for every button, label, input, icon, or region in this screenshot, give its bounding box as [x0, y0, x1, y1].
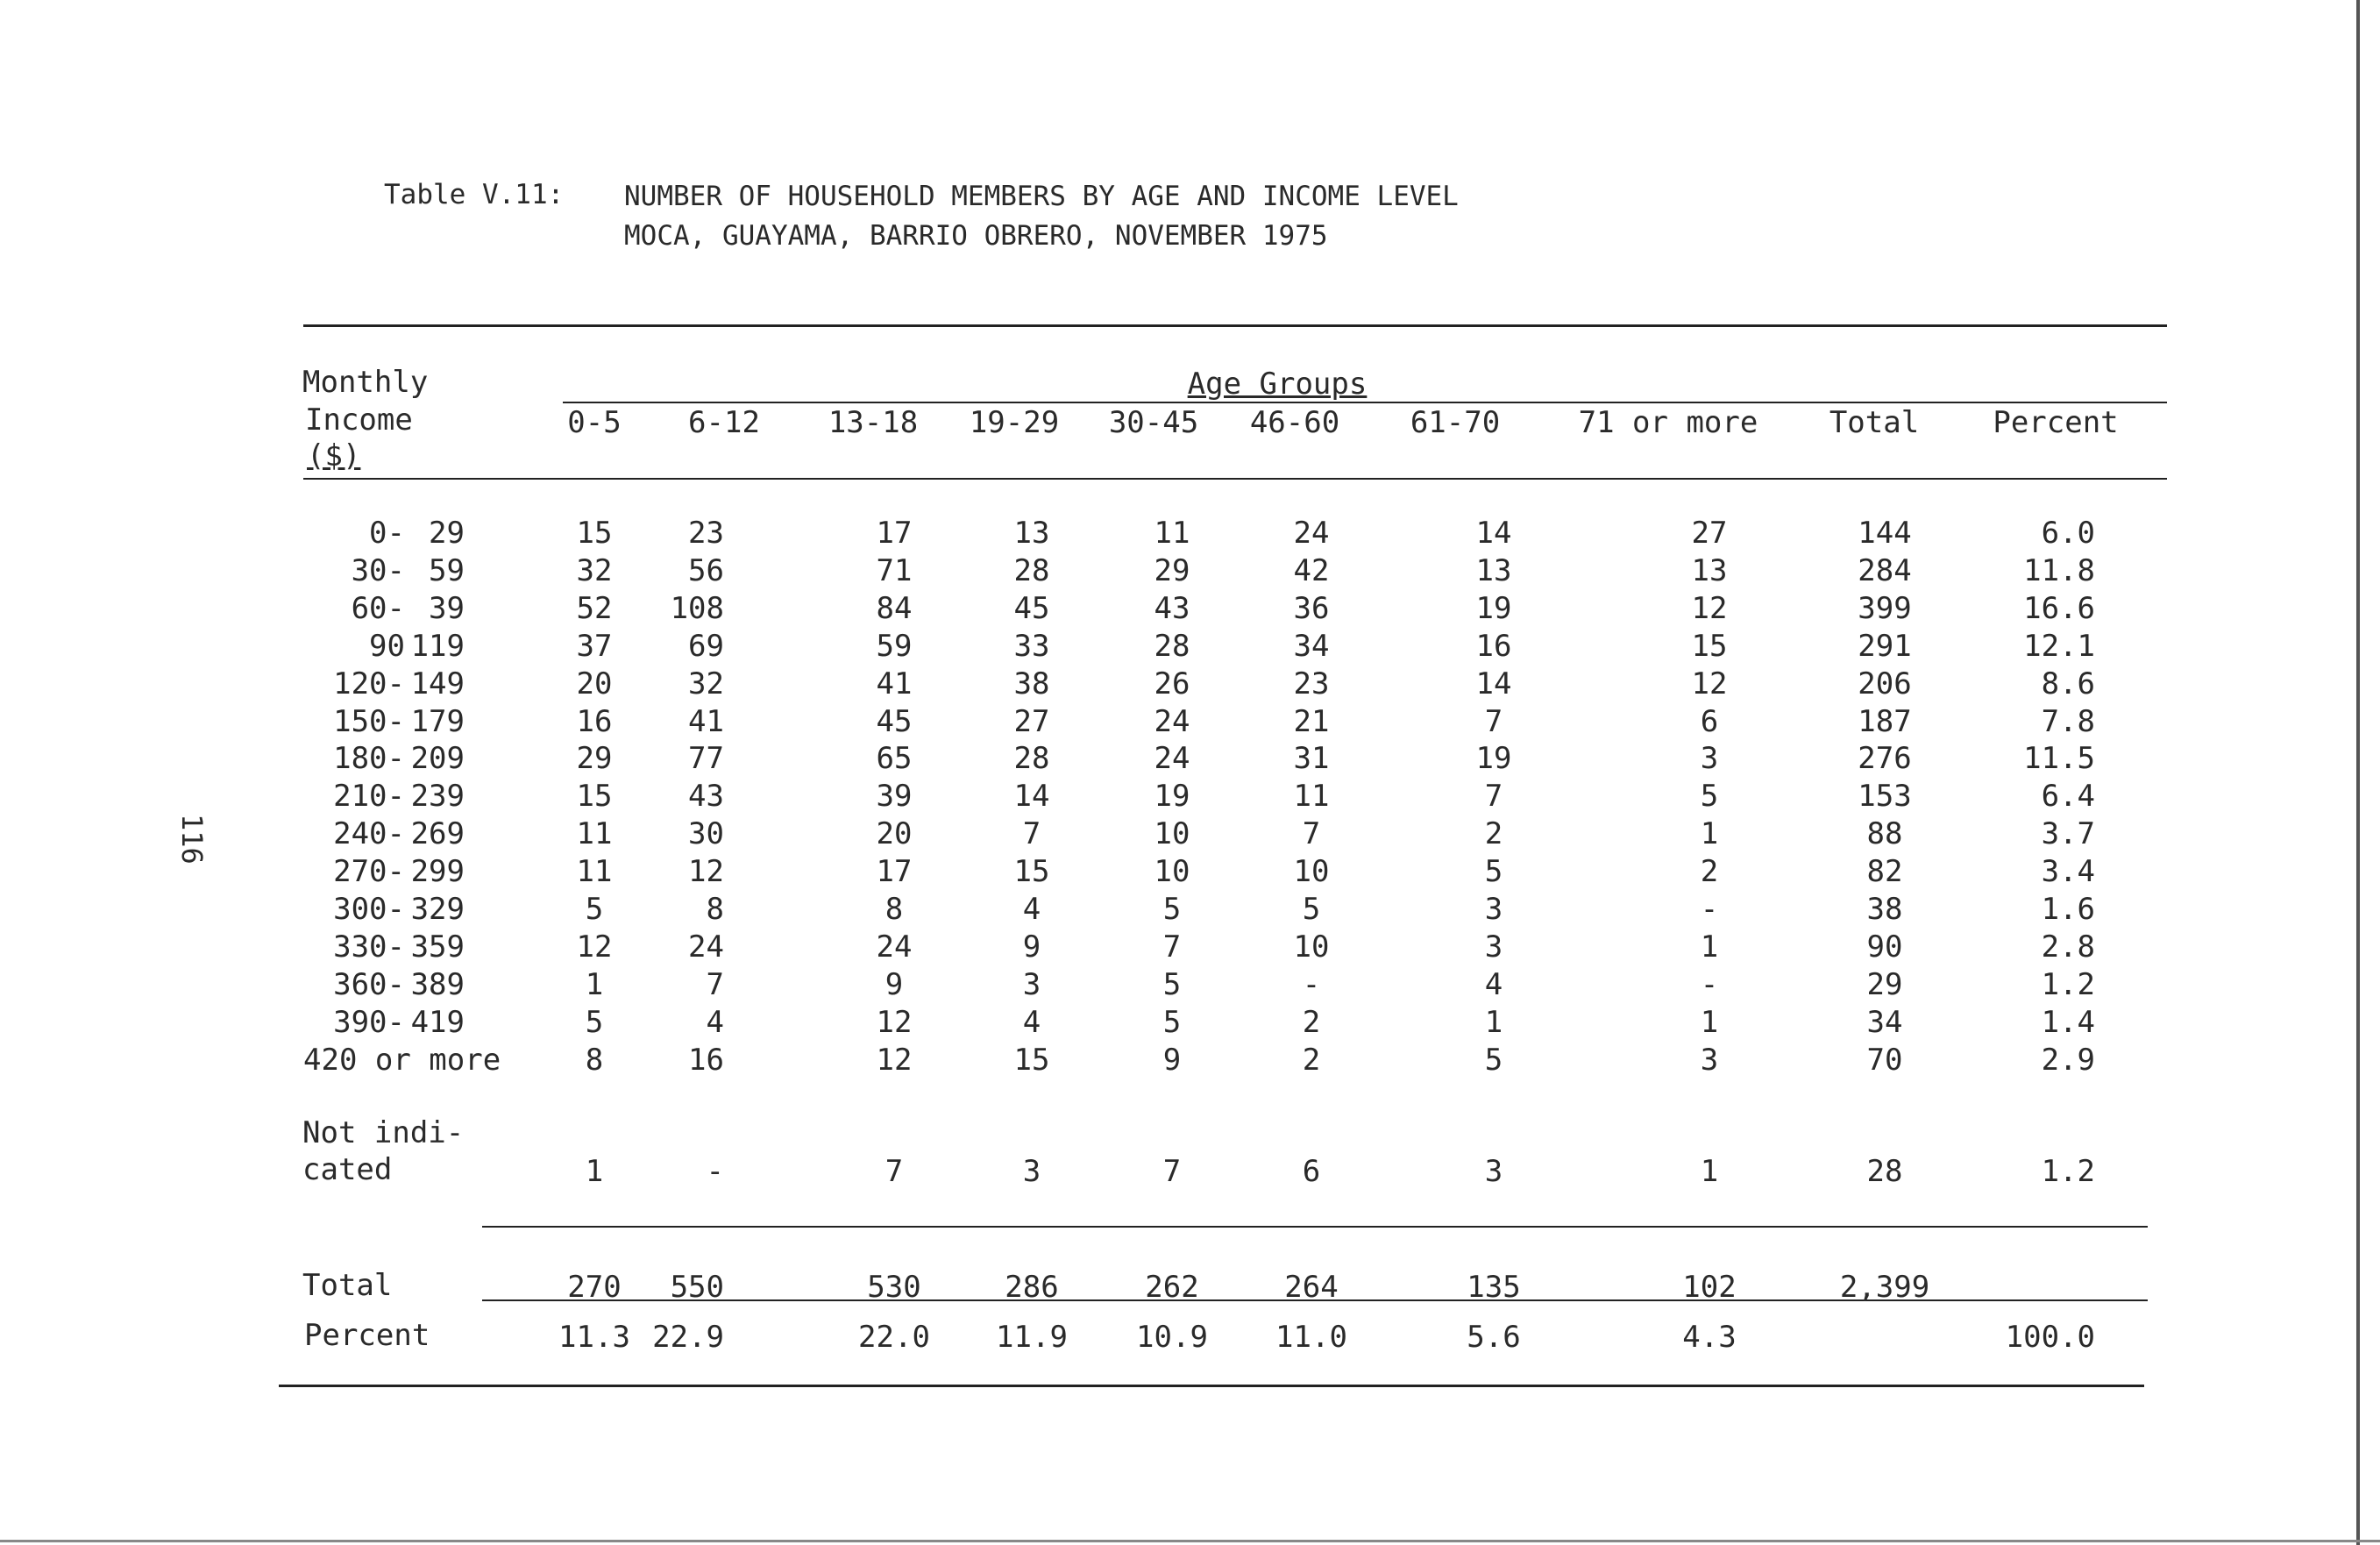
column-header: 19-29: [969, 405, 1060, 440]
row-label-to: 299: [410, 854, 465, 890]
table-cell: 4: [1022, 1004, 1041, 1040]
column-header: 6-12: [688, 405, 760, 440]
column-header: 13-18: [828, 405, 919, 440]
table-cell: 6.0: [2041, 516, 2095, 551]
column-header: 71 or more: [1578, 405, 1758, 440]
table-cell: 56: [688, 552, 724, 588]
table-cell: -: [1302, 966, 1321, 1002]
row-label-from: 150-: [333, 703, 405, 739]
bottom-rule: [279, 1385, 2144, 1387]
table-cell: 24: [1154, 703, 1190, 739]
table-cell: 1: [585, 1154, 604, 1189]
table-cell: 39: [876, 779, 913, 815]
row-label-from: 330-: [333, 929, 405, 965]
table-cell: 1.6: [2041, 892, 2095, 927]
table-cell: 43: [1154, 590, 1190, 626]
table-cell: 187: [1858, 703, 1912, 739]
table-cell: 10: [1293, 854, 1330, 890]
table-cell: 6.4: [2041, 779, 2095, 815]
table-cell: 12: [1691, 590, 1728, 626]
table-cell: 16.6: [2023, 590, 2095, 626]
table-cell: 29: [1154, 552, 1190, 588]
table-cell: 12.1: [2023, 628, 2095, 664]
table-cell: 6: [1700, 703, 1719, 739]
table-cell: 17: [876, 516, 913, 551]
row-label-to: 179: [410, 703, 465, 739]
percent-cell: 22.9: [652, 1320, 724, 1355]
table-cell: 108: [670, 590, 724, 626]
table-cell: 24: [1293, 516, 1330, 551]
percent-cell: 11.0: [1275, 1320, 1347, 1355]
table-cell: 34: [1866, 1004, 1903, 1040]
table-cell: 65: [876, 741, 913, 777]
table-cell: 5: [585, 892, 604, 927]
table-cell: 24: [876, 929, 913, 965]
column-header: 0-5: [567, 405, 622, 440]
table-cell: 11: [576, 854, 613, 890]
table-cell: 38: [1866, 892, 1903, 927]
table-cell: 7: [706, 966, 724, 1002]
table-cell: 9: [1022, 929, 1041, 965]
table-cell: 7: [1162, 1154, 1182, 1189]
table-cell: 24: [688, 929, 724, 965]
row-label-from: 210-: [333, 779, 405, 815]
table-cell: 24: [1154, 741, 1190, 777]
table-cell: 28: [1013, 741, 1050, 777]
table-cell: 12: [876, 1004, 913, 1040]
row-label-from: 180-: [333, 741, 405, 777]
table-cell: 5: [585, 1004, 604, 1040]
percent-cell: 11.9: [996, 1320, 1068, 1355]
table-cell: 7.8: [2041, 703, 2095, 739]
table-cell: 31: [1293, 741, 1330, 777]
table-cell: 27: [1013, 703, 1050, 739]
table-cell: -: [1700, 892, 1719, 927]
table-cell: 4: [1022, 892, 1041, 927]
table-cell: 8: [706, 892, 724, 927]
percent-cell: 11.3: [558, 1320, 630, 1355]
column-header: 61-70: [1410, 405, 1501, 440]
row-label: Not indi-: [302, 1115, 465, 1150]
table-cell: 153: [1858, 779, 1912, 815]
row-label-from: 90: [369, 628, 405, 664]
total-cell: 286: [1005, 1270, 1059, 1305]
percent-cell: 4.3: [1682, 1320, 1737, 1355]
table-cell: 7: [885, 1154, 904, 1189]
table-cell: 3: [1700, 741, 1719, 777]
stub-header-line: Income: [305, 402, 413, 438]
table-cell: 14: [1475, 666, 1512, 701]
pre-total-rule: [482, 1226, 2148, 1228]
table-cell: 20: [576, 666, 613, 701]
column-header: Percent: [1993, 405, 2119, 440]
table-cell: 6: [1302, 1154, 1321, 1189]
caption-title-line1: NUMBER OF HOUSEHOLD MEMBERS BY AGE AND INCOME LEVEL: [624, 181, 1459, 212]
table-cell: 4: [706, 1004, 724, 1040]
total-row-label: Total: [302, 1268, 393, 1303]
row-label-from: 270-: [333, 854, 405, 890]
table-cell: 7: [1162, 929, 1182, 965]
table-cell: 36: [1293, 590, 1330, 626]
table-cell: 29: [1866, 966, 1903, 1002]
table-cell: 59: [876, 628, 913, 664]
table-cell: 12: [688, 854, 724, 890]
table-cell: 8: [885, 892, 904, 927]
table-cell: 14: [1475, 516, 1512, 551]
table-cell: 9: [885, 966, 904, 1002]
table-cell: 9: [1162, 1042, 1182, 1078]
table-cell: 52: [576, 590, 613, 626]
table-cell: 10: [1154, 816, 1190, 852]
table-cell: 23: [688, 516, 724, 551]
table-cell: 69: [688, 628, 724, 664]
table-cell: 1.2: [2041, 966, 2095, 1002]
table-cell: 21: [1293, 703, 1330, 739]
table-cell: 19: [1154, 779, 1190, 815]
table-cell: 5: [1484, 1042, 1503, 1078]
table-cell: 26: [1154, 666, 1190, 701]
total-cell: 262: [1145, 1270, 1199, 1305]
percent-cell: 5.6: [1467, 1320, 1521, 1355]
table-cell: 3: [1484, 1154, 1503, 1189]
table-cell: 32: [688, 666, 724, 701]
table-cell: 5: [1302, 892, 1321, 927]
row-label-to: 59: [429, 552, 465, 588]
table-cell: 13: [1013, 516, 1050, 551]
table-cell: 5: [1162, 892, 1182, 927]
table-cell: 28: [1154, 628, 1190, 664]
table-cell: 33: [1013, 628, 1050, 664]
table-cell: 1: [1700, 929, 1719, 965]
row-label-from: 60-: [351, 590, 405, 626]
table-cell: 16: [1475, 628, 1512, 664]
table-cell: 11.5: [2023, 741, 2095, 777]
table-cell: 43: [688, 779, 724, 815]
table-cell: 5: [1162, 966, 1182, 1002]
row-label-from: 300-: [333, 892, 405, 927]
scan-edge-right: [2356, 0, 2360, 1545]
row-label-to: 359: [410, 929, 465, 965]
table-cell: 1: [585, 966, 604, 1002]
table-cell: 41: [876, 666, 913, 701]
table-cell: 77: [688, 741, 724, 777]
group-header: Age Groups: [1187, 367, 1368, 402]
table-cell: 3: [1022, 1154, 1041, 1189]
table-cell: 30: [688, 816, 724, 852]
table-cell: 2: [1302, 1042, 1321, 1078]
page-number: 116: [175, 814, 209, 865]
table-cell: 11: [576, 816, 613, 852]
table-cell: 2: [1302, 1004, 1321, 1040]
row-label: cated: [302, 1152, 393, 1187]
table-cell: 3: [1484, 929, 1503, 965]
row-label-from: 240-: [333, 816, 405, 852]
table-cell: 2: [1700, 854, 1719, 890]
table-cell: 1: [1700, 816, 1719, 852]
table-cell: 14: [1013, 779, 1050, 815]
table-cell: 10: [1154, 854, 1190, 890]
table-cell: 29: [576, 741, 613, 777]
table-cell: 3.7: [2041, 816, 2095, 852]
table-cell: 3: [1022, 966, 1041, 1002]
table-cell: 284: [1858, 552, 1912, 588]
table-cell: 7: [1484, 703, 1503, 739]
table-cell: 37: [576, 628, 613, 664]
total-cell: 135: [1467, 1270, 1521, 1305]
table-cell: 7: [1022, 816, 1041, 852]
column-header-rule: [303, 478, 2167, 480]
table-cell: 28: [1013, 552, 1050, 588]
table-cell: 84: [876, 590, 913, 626]
table-cell: 16: [576, 703, 613, 739]
row-label-to: 209: [410, 741, 465, 777]
table-cell: 12: [1691, 666, 1728, 701]
table-cell: 13: [1475, 552, 1512, 588]
table-cell: 8.6: [2041, 666, 2095, 701]
table-cell: 4: [1484, 966, 1503, 1002]
table-cell: 2.9: [2041, 1042, 2095, 1078]
row-label-to: 239: [410, 779, 465, 815]
table-cell: 1.4: [2041, 1004, 2095, 1040]
group-header-rule: [563, 402, 2167, 403]
table-cell: -: [706, 1154, 724, 1189]
row-label-to: 269: [410, 816, 465, 852]
table-cell: 34: [1293, 628, 1330, 664]
table-cell: 82: [1866, 854, 1903, 890]
row-label-from: 360-: [333, 966, 405, 1002]
row-label-to: 389: [410, 966, 465, 1002]
table-cell: 7: [1302, 816, 1321, 852]
table-cell: 15: [576, 779, 613, 815]
caption-title-line2: MOCA, GUAYAMA, BARRIO OBRERO, NOVEMBER 1975: [624, 220, 1328, 252]
table-cell: 399: [1858, 590, 1912, 626]
table-cell: 19: [1475, 741, 1512, 777]
table-cell: 5: [1700, 779, 1719, 815]
row-label-to: 29: [429, 516, 465, 551]
table-cell: 10: [1293, 929, 1330, 965]
percent-cell: 22.0: [858, 1320, 930, 1355]
table-cell: 8: [585, 1042, 604, 1078]
row-label-from: 390-: [333, 1004, 405, 1040]
column-header: Total: [1829, 405, 1920, 440]
table-cell: 206: [1858, 666, 1912, 701]
table-cell: 45: [1013, 590, 1050, 626]
table-cell: 17: [876, 854, 913, 890]
table-cell: 5: [1162, 1004, 1182, 1040]
table-cell: 41: [688, 703, 724, 739]
table-cell: 45: [876, 703, 913, 739]
table-cell: 3: [1484, 892, 1503, 927]
table-cell: 11.8: [2023, 552, 2095, 588]
table-cell: 15: [1691, 628, 1728, 664]
column-header: 30-45: [1108, 405, 1199, 440]
row-label-to: 329: [410, 892, 465, 927]
table-cell: 27: [1691, 516, 1728, 551]
row-label-from: 0-: [369, 516, 405, 551]
caption-label: Table V.11:: [384, 179, 565, 210]
table-cell: 32: [576, 552, 613, 588]
table-cell: -: [1700, 966, 1719, 1002]
table-cell: 2.8: [2041, 929, 2095, 965]
table-cell: 3.4: [2041, 854, 2095, 890]
row-label-to: 39: [429, 590, 465, 626]
column-header: 46-60: [1249, 405, 1340, 440]
percent-row-label: Percent: [304, 1318, 430, 1353]
row-label-from: 30-: [351, 552, 405, 588]
row-label-to: 119: [410, 628, 465, 664]
total-cell: 270: [567, 1270, 622, 1305]
scan-edge-bottom: [0, 1540, 2380, 1542]
table-cell: 2: [1484, 816, 1503, 852]
table-cell: 11: [1293, 779, 1330, 815]
table-cell: 15: [1013, 854, 1050, 890]
table-cell: 88: [1866, 816, 1903, 852]
table-cell: 12: [576, 929, 613, 965]
table-cell: 13: [1691, 552, 1728, 588]
total-cell: 2,399: [1839, 1270, 1930, 1305]
stub-header-line: ($): [307, 438, 361, 473]
percent-cell: 10.9: [1136, 1320, 1208, 1355]
table-cell: 23: [1293, 666, 1330, 701]
table-cell: 11: [1154, 516, 1190, 551]
row-label-to: 419: [410, 1004, 465, 1040]
table-cell: 71: [876, 552, 913, 588]
table-cell: 12: [876, 1042, 913, 1078]
row-label-from: 120-: [333, 666, 405, 701]
table-cell: 1: [1700, 1004, 1719, 1040]
table-cell: 42: [1293, 552, 1330, 588]
table-cell: 276: [1858, 741, 1912, 777]
total-cell: 102: [1682, 1270, 1737, 1305]
top-rule: [303, 324, 2167, 327]
table-cell: 70: [1866, 1042, 1903, 1078]
table-cell: 291: [1858, 628, 1912, 664]
row-label: 420 or more: [303, 1042, 501, 1078]
table-cell: 144: [1858, 516, 1912, 551]
total-cell: 264: [1284, 1270, 1339, 1305]
table-cell: 15: [576, 516, 613, 551]
table-cell: 15: [1013, 1042, 1050, 1078]
table-cell: 38: [1013, 666, 1050, 701]
stub-header-line: Monthly: [302, 365, 429, 400]
table-cell: 3: [1700, 1042, 1719, 1078]
total-cell: 550: [670, 1270, 724, 1305]
table-cell: 1: [1484, 1004, 1503, 1040]
table-cell: 28: [1866, 1154, 1903, 1189]
row-label-to: 149: [410, 666, 465, 701]
total-cell: 530: [867, 1270, 921, 1305]
table-cell: 19: [1475, 590, 1512, 626]
table-cell: 90: [1866, 929, 1903, 965]
table-cell: 16: [688, 1042, 724, 1078]
table-cell: 20: [876, 816, 913, 852]
percent-cell: 100.0: [2005, 1320, 2095, 1355]
table-cell: 5: [1484, 854, 1503, 890]
table-cell: 7: [1484, 779, 1503, 815]
table-cell: 1: [1700, 1154, 1719, 1189]
table-cell: 1.2: [2041, 1154, 2095, 1189]
